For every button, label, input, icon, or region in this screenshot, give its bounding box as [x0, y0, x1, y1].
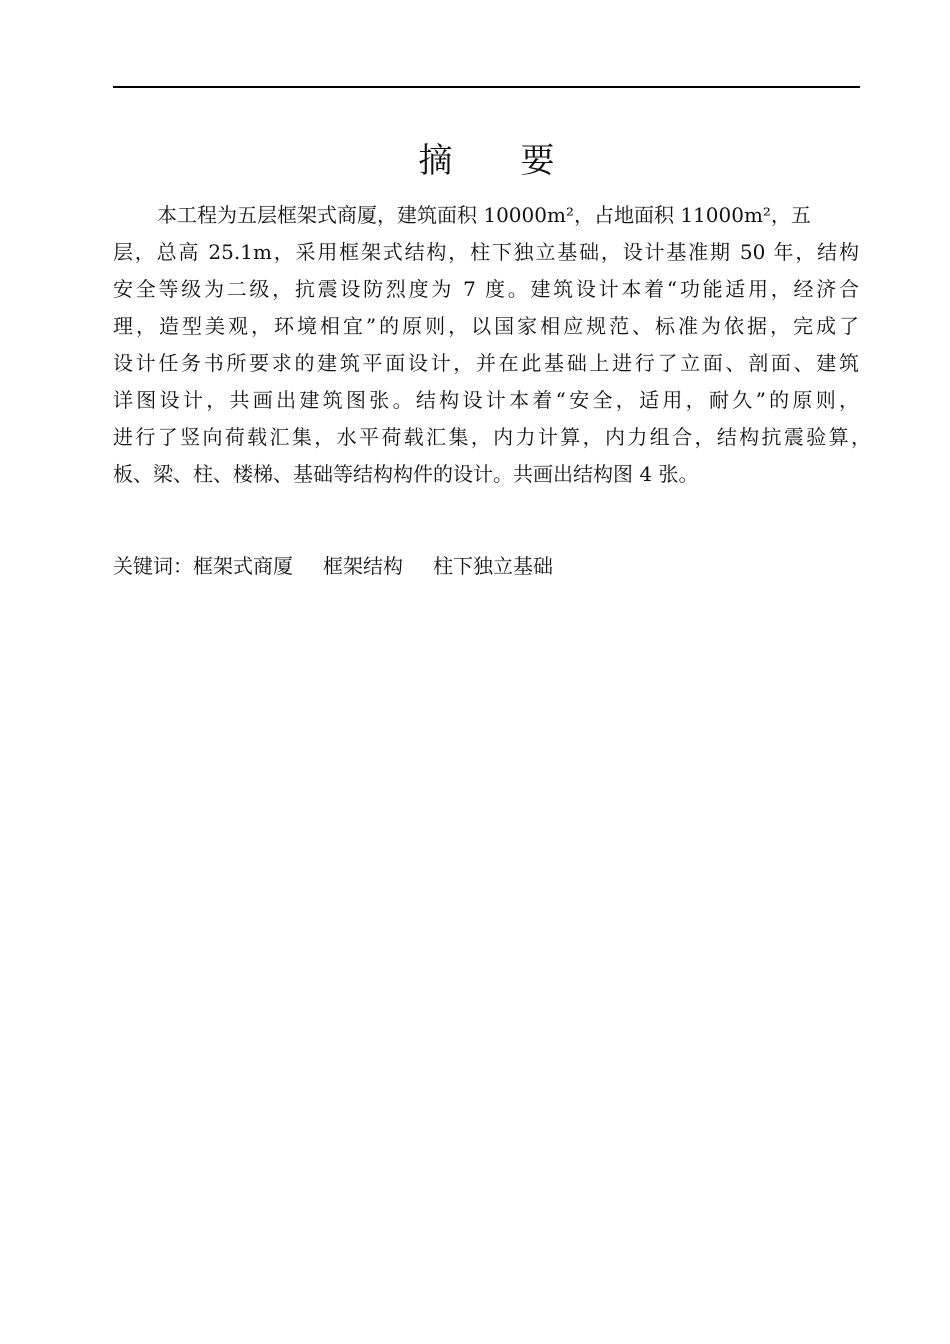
header-rule [113, 86, 860, 88]
abstract-line-3: 安全等级为二级，抗震设防烈度为 7 度。建筑设计本着“功能适用，经济合 [113, 277, 859, 301]
abstract-line-6: 详图设计，共画出建筑图张。结构设计本着“安全，适用，耐久”的原则， [113, 388, 859, 412]
abstract-line-4: 理，造型美观，环境相宜”的原则，以国家相应规范、标准为依据，完成了 [113, 314, 859, 338]
title-char-1: 摘 [418, 141, 453, 181]
keywords-line [113, 548, 583, 585]
keyword-item: 框架式商厦 [193, 554, 293, 578]
abstract-body [113, 197, 873, 493]
abstract-line-2: 层，总高 25.1m，采用框架式结构，柱下独立基础，设计基准期 50 年，结构 [113, 240, 859, 264]
abstract-line-1: 本工程为五层框架式商厦，建筑面积 10000m²，占地面积 11000m²，五 [157, 203, 811, 227]
keywords-label: 关键词： [113, 554, 193, 578]
page-title [113, 138, 860, 184]
keyword-item: 框架结构 [323, 554, 403, 578]
abstract-line-5: 设计任务书所要求的建筑平面设计，并在此基础上进行了立面、剖面、建筑 [113, 351, 859, 375]
title-char-2: 要 [520, 141, 555, 181]
keyword-item: 柱下独立基础 [433, 554, 553, 578]
abstract-line-8: 板、梁、柱、楼梯、基础等结构构件的设计。共画出结构图 4 张。 [113, 462, 699, 486]
abstract-line-7: 进行了竖向荷载汇集，水平荷载汇集，内力计算，内力组合，结构抗震验算， [113, 425, 871, 449]
